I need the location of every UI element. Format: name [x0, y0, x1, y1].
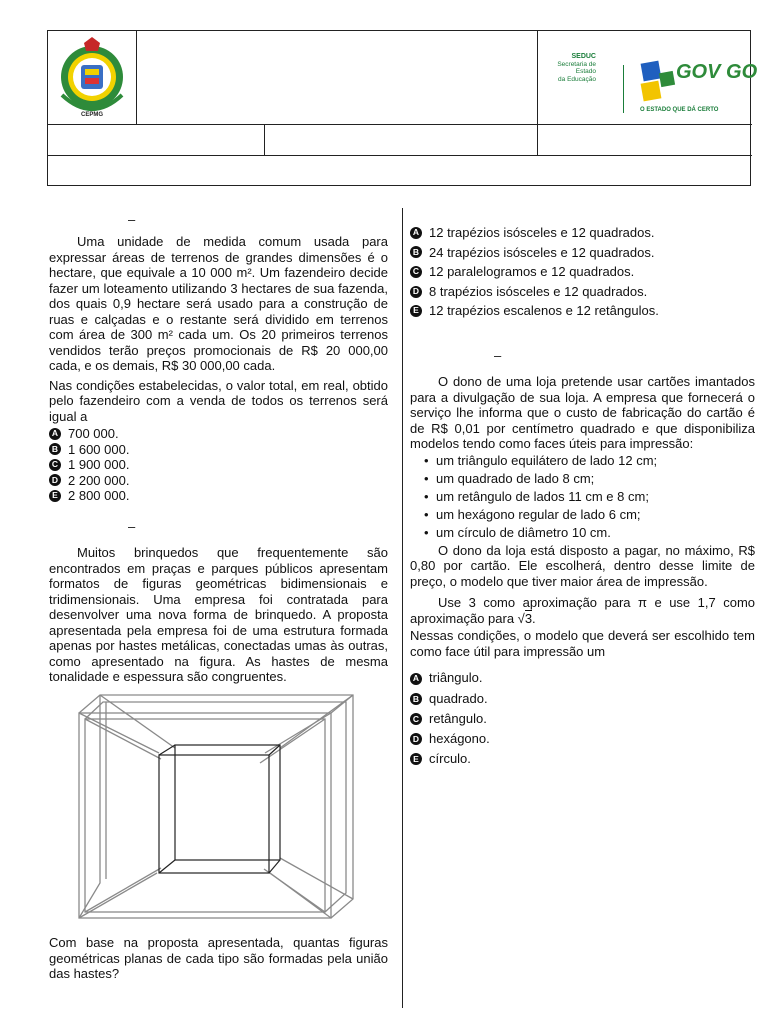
seduc-title: SEDUC [571, 53, 596, 60]
option-letter: B [410, 693, 422, 705]
list-item: • um círculo de diâmetro 10 cm. [410, 525, 755, 541]
option-text: 700 000. [68, 426, 119, 441]
option-e[interactable] [410, 749, 755, 769]
option-text: 12 paralelogramos e 12 quadrados. [429, 264, 635, 280]
option-b[interactable] [410, 689, 755, 709]
option-text: quadrado. [429, 690, 488, 706]
gov-caption: O ESTADO QUE DÁ CERTO [640, 107, 719, 113]
list-item: • um retângulo de lados 11 cm e 8 cm; [410, 489, 755, 505]
gov-go-logo-icon [640, 56, 758, 106]
divider [136, 31, 137, 124]
question-1-text: Uma unidade de medida comum usada para expressar áreas de terrenos de grandes dimensões é o hectare, que equivale a 10 000 m². Um fazendeiro decide fazer um loteamento utilizando 3 hectares de sua fazenda, dos quais 0,9 hectare será usado para a construção de ruas e calçadas e o restante será dividido em terrenos com área de 300 m² cada um. Os 20 primeiros terrenos vendidos terão preços promocionais de R$ 20 000,00 cada, e os demais, R$ 30 000,00 cada. [49, 234, 388, 373]
option-c[interactable] [410, 262, 755, 282]
option-a[interactable] [410, 223, 755, 243]
question-3-dash: – [494, 348, 502, 363]
column-divider [402, 208, 403, 1008]
option-text: 2 800 000. [68, 488, 130, 503]
option-text: 12 trapézios isósceles e 12 quadrados. [429, 225, 655, 240]
option-letter: D [410, 286, 422, 298]
question-3-approximation [410, 595, 755, 626]
option-text: 8 trapézios isósceles e 12 quadrados. [429, 283, 648, 299]
option-letter: C [410, 266, 422, 278]
option-letter: B [49, 443, 61, 455]
sqrt-radicand: 3 [524, 610, 533, 626]
divider [264, 124, 265, 155]
option-text: 1 900 000. [68, 457, 130, 472]
option-letter: D [49, 474, 61, 486]
question-3-prompt: Nessas condições, o modelo que deverá ser escolhido tem como face útil para impressão um [410, 628, 755, 659]
option-letter: C [49, 459, 61, 471]
question-3-text: O dono de uma loja pretende usar cartões imantados para a divulgação de sua loja. A empresa que fornecerá o serviço lhe informa que o custo de fabricação do cartão é de R$ 0,01 por centímetro quadrado e que disponibiliza modelos tendo como faces úteis para impressão: [410, 374, 755, 451]
option-letter: A [410, 227, 422, 239]
structure-figure [75, 693, 357, 927]
option-text: hexágono. [429, 731, 490, 747]
question-2-prompt: Com base na proposta apresentada, quantas figuras geométricas planas de cada tipo são formadas pela união das hastes? [49, 935, 388, 981]
header-box [47, 30, 758, 186]
option-c[interactable] [49, 457, 388, 473]
question-2-text: Muitos brinquedos que frequentemente são encontrados em praças e parques públicos apresentam formatos de figuras geométricas bidimensionais e tridimensionais. Uma empresa foi contratada para desenvolver uma nova forma de brinquedo. A proposta apresentada pela empresa foi de uma estrutura formada apenas por hastes metálicas, conectadas umas às outras, como apresentado na figura. As hastes de mesma tonalidade e espessura são congruentes. [49, 545, 388, 684]
option-b[interactable] [410, 243, 755, 263]
option-text: retângulo. [429, 710, 487, 726]
divider [48, 124, 752, 125]
option-letter: E [410, 753, 422, 765]
question-1-prompt: Nas condições estabelecidas, o valor total, em real, obtido pelo fazendeiro com a venda de todos os terrenos será igual a [49, 377, 388, 424]
option-text: 1 600 000. [68, 441, 130, 457]
option-e[interactable] [49, 488, 388, 504]
logo-separator [623, 65, 624, 113]
question-2 [49, 545, 388, 685]
option-text: triângulo. [429, 670, 483, 686]
question-2-dash: – [128, 519, 136, 534]
sqrt-symbol: √ [517, 610, 525, 626]
question-2-options [410, 223, 755, 321]
option-letter: A [410, 673, 422, 685]
option-e[interactable] [410, 301, 755, 321]
option-b[interactable] [49, 442, 388, 458]
option-letter: E [49, 490, 61, 502]
question-1-dash: – [128, 212, 136, 227]
option-d[interactable] [410, 729, 755, 749]
option-text: 24 trapézios isósceles e 12 quadrados. [429, 244, 655, 260]
option-c[interactable] [410, 709, 755, 729]
model-list [410, 453, 755, 541]
option-d[interactable] [49, 473, 388, 489]
option-text: 2 200 000. [68, 472, 130, 488]
option-letter: D [410, 733, 422, 745]
question-3 [410, 374, 755, 769]
divider [48, 155, 752, 156]
list-item: • um hexágono regular de lado 6 cm; [410, 507, 755, 523]
school-crest-icon [54, 35, 130, 121]
option-letter: A [49, 428, 61, 440]
approximation-text: Use 3 como aproximação para π e use 1,7 como aproximação para [410, 595, 755, 626]
question-2-prompt-block [49, 935, 388, 982]
approximation-end: . [532, 610, 536, 626]
question-1-options [49, 426, 388, 504]
seduc-line1: Secretaria de Estado [557, 60, 596, 75]
question-3-options [410, 668, 755, 769]
option-letter: E [410, 305, 422, 317]
question-3-budget: O dono da loja está disposto a pagar, no máximo, R$ 0,80 por cartão. Ele escolherá, dentro desse limite de preço, o modelo que tiver maior área de impressão. [410, 542, 755, 589]
option-a[interactable] [410, 668, 755, 688]
school-abbr: CEPMG [80, 112, 104, 118]
seduc-block [542, 53, 596, 83]
option-a[interactable] [49, 426, 388, 442]
gov-logo-text: GOV GO [676, 61, 758, 83]
option-text: círculo. [429, 751, 471, 767]
question-1 [49, 234, 388, 504]
divider [537, 31, 538, 155]
option-letter: C [410, 713, 422, 725]
option-letter: B [410, 246, 422, 258]
seduc-line2: da Educação [558, 75, 596, 83]
list-item: • um quadrado de lado 8 cm; [410, 471, 755, 487]
option-d[interactable] [410, 282, 755, 302]
option-text: 12 trapézios escalenos e 12 retângulos. [429, 303, 659, 319]
list-item: • um triângulo equilátero de lado 12 cm; [410, 453, 755, 469]
